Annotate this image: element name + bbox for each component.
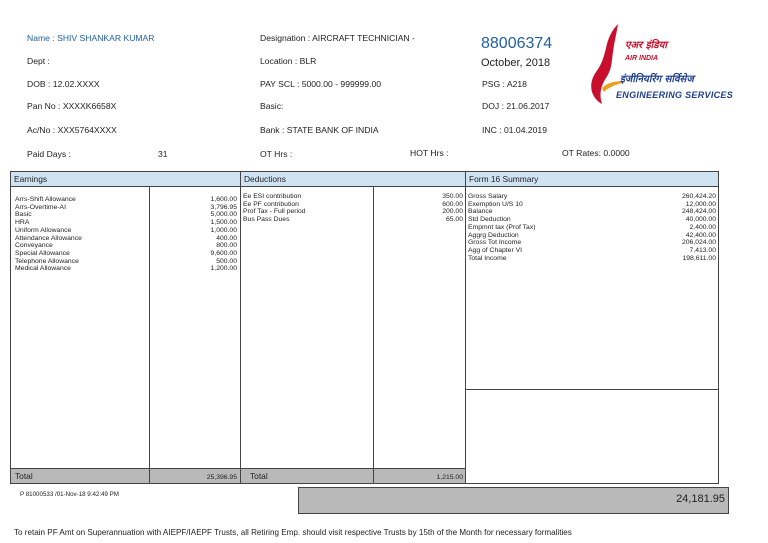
- paid-days-label: Paid Days :: [27, 149, 71, 159]
- net-pay: 24,181.95: [676, 493, 725, 505]
- list-item: Telephone Allowance: [15, 257, 79, 265]
- list-item: Exemption U/S 10: [468, 200, 523, 208]
- amount: 1,500.00: [210, 219, 237, 227]
- pay-month: October, 2018: [481, 57, 551, 69]
- earnings-header: Earnings: [10, 171, 241, 187]
- amount: 40,000.00: [685, 216, 716, 224]
- list-item: Gross Salary: [468, 193, 508, 200]
- date-of-birth: DOB : 12.02.XXXX: [27, 79, 100, 89]
- amount: 65.00: [445, 216, 463, 224]
- list-item: Ee PF contribution: [243, 200, 299, 208]
- amount: 1,200.00: [210, 265, 237, 273]
- amount: 42,400.00: [685, 231, 716, 239]
- logo-engineering-services: ENGINEERING SERVICES: [616, 90, 734, 100]
- list-item: Conveyance: [15, 242, 53, 250]
- print-info: P 81000533 /01-Nov-18 9:42:49 PM: [20, 491, 119, 498]
- earnings-total-value: 25,396.95: [206, 474, 237, 481]
- list-item: Medical Allowance: [15, 265, 71, 273]
- employee-name: Name : SHIV SHANKAR KUMAR: [27, 33, 155, 43]
- date-of-joining: DOJ : 21.06.2017: [482, 101, 550, 111]
- amount: 260,424.20: [681, 193, 716, 200]
- department: Dept :: [27, 56, 50, 66]
- increment-date: INC : 01.04.2019: [482, 125, 547, 135]
- deductions-amounts: [376, 193, 463, 224]
- hot-hours: HOT Hrs :: [410, 148, 449, 158]
- logo-hindi-engineering: इंजीनियरिंग सर्विसेज: [620, 74, 694, 85]
- list-item: Attendance Allowance: [15, 234, 82, 242]
- employee-number: 88006374: [481, 35, 553, 52]
- amount: 1,000.00: [210, 226, 237, 234]
- list-item: Basic: [15, 211, 32, 219]
- pf-notice: To retain PF Amt on Superannuation with AIEPF/IAEPF Trusts, all Retiring Emp. should visit respective Trusts by 15th of the Month for necessary formalities: [14, 528, 572, 537]
- amount: 206,024.00: [681, 239, 716, 247]
- amount: 3,796.95: [210, 203, 237, 211]
- air-india-logo: [588, 22, 734, 104]
- amount: 350.00: [442, 193, 463, 200]
- amount: 5,000.00: [210, 211, 237, 219]
- earnings-total-label: Total: [15, 471, 33, 481]
- earnings-labels: [15, 196, 147, 273]
- deductions-total-value: 1,215.00: [436, 474, 463, 481]
- account-number: Ac/No : XXX5764XXXX: [27, 125, 117, 135]
- amount: 800.00: [216, 242, 237, 250]
- deductions-header: Deductions: [240, 171, 466, 187]
- list-item: Agg of Chapter VI: [468, 246, 523, 254]
- bank: Bank : STATE BANK OF INDIA: [260, 125, 379, 135]
- amount: 9,600.00: [210, 249, 237, 257]
- amount: 248,424.00: [681, 208, 716, 216]
- amount: 600.00: [442, 200, 463, 208]
- amount: 2,400.00: [689, 223, 716, 231]
- amount: 500.00: [216, 257, 237, 265]
- list-item: Arrs-Shift Allowance: [15, 196, 76, 203]
- list-item: Ee ESI contribution: [243, 193, 302, 200]
- amount: 198,611.00: [682, 254, 716, 262]
- list-item: Balance: [468, 208, 493, 216]
- form16-labels: [468, 193, 588, 262]
- list-item: HRA: [15, 219, 30, 227]
- list-item: Special Allowance: [15, 249, 70, 257]
- amount: 200.00: [442, 208, 463, 216]
- paid-days-value: 31: [158, 149, 168, 159]
- amount: 7,413.00: [689, 246, 716, 254]
- logo-hindi-name: एअर इंडिया: [625, 40, 667, 51]
- list-item: Empmnt tax (Prof Tax): [468, 223, 536, 231]
- list-item: Uniform Allowance: [15, 226, 72, 234]
- list-item: Prof Tax - Full period: [243, 208, 306, 216]
- designation: Designation : AIRCRAFT TECHNICIAN -: [260, 33, 415, 43]
- location: Location : BLR: [260, 56, 317, 66]
- earnings-amounts: [152, 196, 237, 273]
- amount: 400.00: [216, 234, 237, 242]
- pan-number: Pan No : XXXXK6658X: [27, 101, 117, 111]
- psg: PSG : A218: [482, 79, 527, 89]
- amount: 12,000.00: [685, 200, 716, 208]
- pay-scale: PAY SCL : 5000.00 - 999999.00: [260, 79, 382, 89]
- amount: 1,600.00: [210, 196, 237, 203]
- deductions-labels: [243, 193, 371, 224]
- list-item: Bus Pass Dues: [243, 216, 290, 224]
- ot-rates: OT Rates: 0.0000: [562, 148, 630, 158]
- list-item: Std Deduction: [468, 216, 511, 224]
- basic: Basic:: [260, 101, 284, 111]
- list-item: Total Income: [468, 254, 507, 262]
- deductions-total-label: Total: [250, 471, 268, 481]
- list-item: Gross Tot Income: [468, 239, 522, 247]
- list-item: Arrs-Overtime-AI: [15, 203, 66, 211]
- ot-hours: OT Hrs :: [260, 149, 293, 159]
- form16-header: Form 16 Summary: [465, 171, 719, 187]
- form16-amounts: [620, 193, 716, 262]
- list-item: Aggrg Deduction: [468, 231, 519, 239]
- logo-air-india: AIR INDIA: [625, 55, 659, 62]
